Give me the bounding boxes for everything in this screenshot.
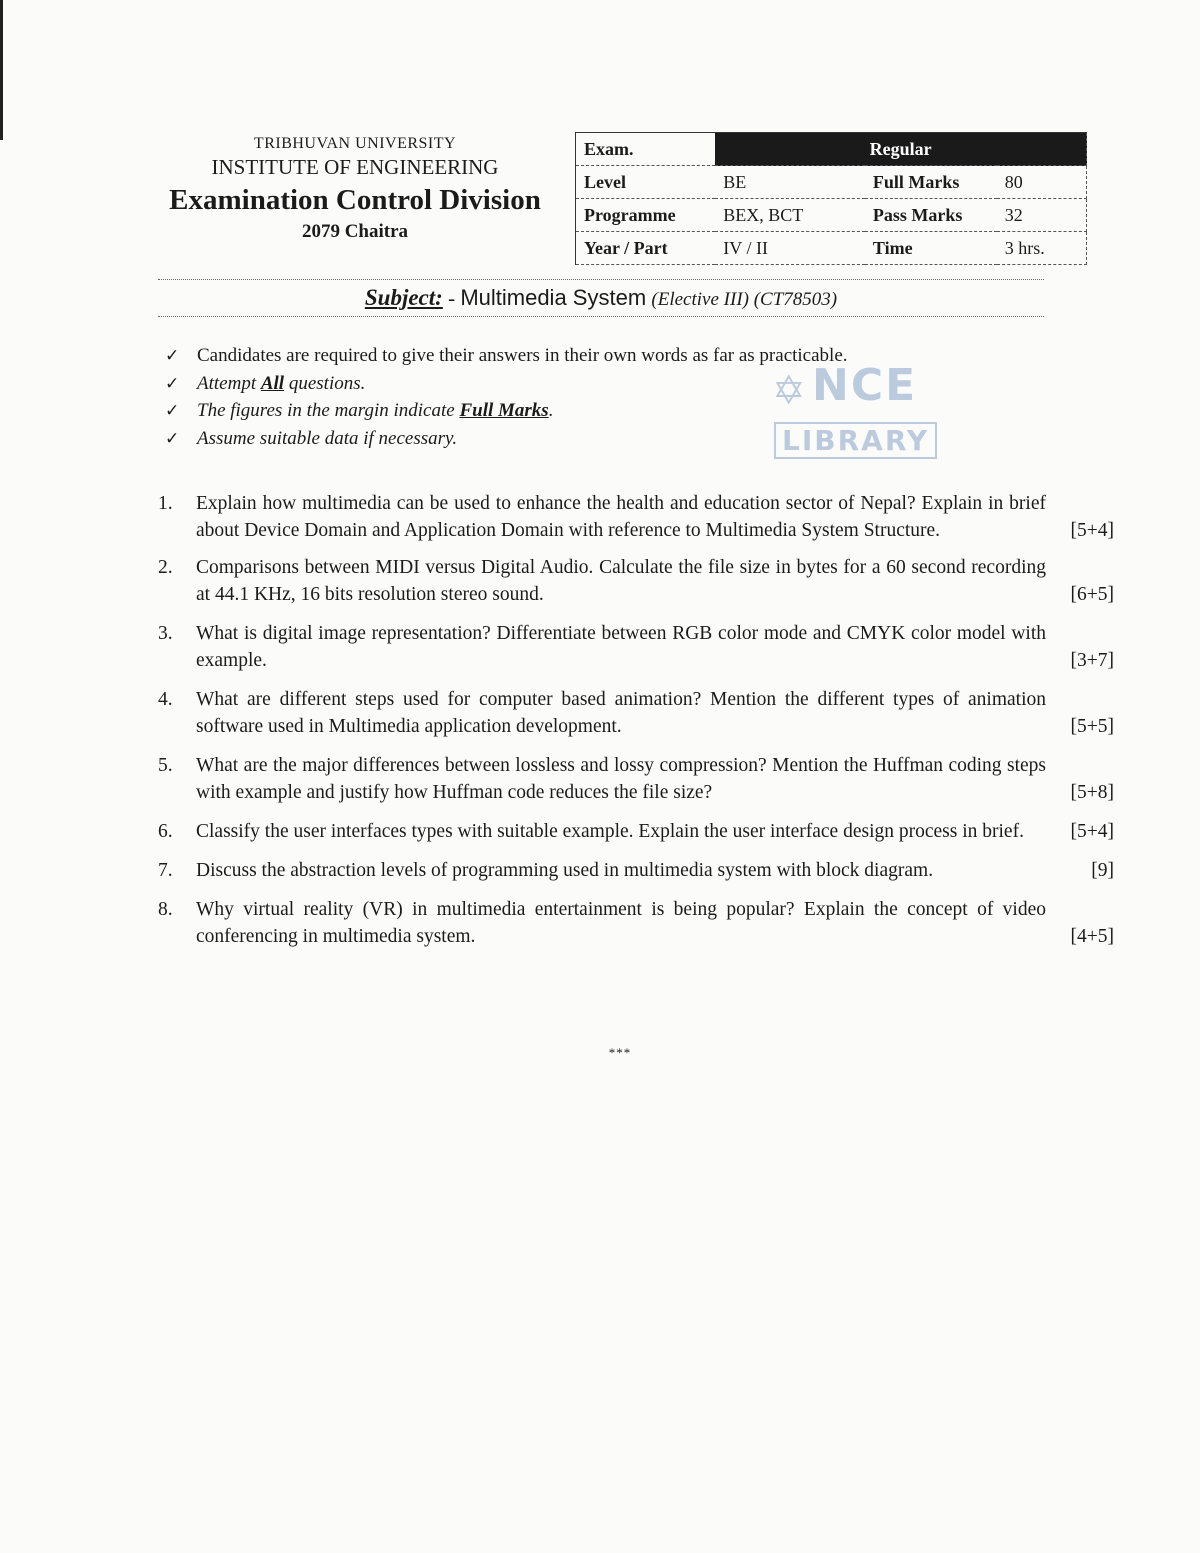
instruction-text: Attempt xyxy=(197,372,261,394)
division-name: Examination Control Division xyxy=(169,184,541,216)
question-text: Why virtual reality (VR) in multimedia entertainment is being popular? Explain the concept of video conferencing in multimedia system. xyxy=(196,899,1046,947)
question-text: What are the major differences between lossless and lossy compression? Mention the Huffman coding steps with example and justify how Huffman code reduces the file size? xyxy=(196,755,1046,803)
question-marks: [9] xyxy=(1091,860,1114,881)
end-marker: *** xyxy=(608,1045,632,1060)
level-row xyxy=(576,166,1087,199)
year-part-label: Year / Part xyxy=(576,232,716,265)
year-part-value: IV / II xyxy=(715,232,865,265)
question-marks: [4+5] xyxy=(1070,926,1114,947)
instruction-text: The figures in the margin indicate xyxy=(197,400,460,421)
library-stamp xyxy=(772,360,942,460)
instruction-emphasis: Full Marks xyxy=(459,400,549,421)
subject-code: (Elective III) (CT78503) xyxy=(651,289,838,310)
subject-line xyxy=(158,285,1044,311)
star-icon: ✡ xyxy=(772,368,806,414)
instruction-text: . xyxy=(548,400,554,421)
question-number: 6. xyxy=(158,821,173,842)
question-marks: [6+5] xyxy=(1070,584,1114,605)
question-text: Explain how multimedia can be used to enhance the health and education sector of Nepal? Explain in brief about Device Domain and Application Domain with reference to Multimedia System Structure. xyxy=(196,493,1046,541)
stamp-top-text: NCE xyxy=(812,360,918,411)
scan-edge-mark xyxy=(0,0,3,140)
question-number: 8. xyxy=(158,899,173,920)
question-text: Discuss the abstraction levels of programming used in multimedia system with block diagram. xyxy=(196,860,934,881)
level-value: BE xyxy=(715,166,865,199)
programme-row xyxy=(576,199,1087,232)
check-icon: ✓ xyxy=(165,428,180,449)
question-number: 7. xyxy=(158,860,173,881)
institute-name: INSTITUTE OF ENGINEERING xyxy=(211,155,499,179)
question-number: 1. xyxy=(158,493,173,514)
level-label: Level xyxy=(576,166,716,199)
year-part-row xyxy=(576,232,1087,265)
stamp-bottom-text: LIBRARY xyxy=(774,422,937,459)
university-name: TRIBHUVAN UNIVERSITY xyxy=(253,135,457,152)
check-icon: ✓ xyxy=(165,373,180,394)
full-marks-label: Full Marks xyxy=(865,166,997,199)
exam-label: Exam. xyxy=(576,133,716,166)
question-text: Classify the user interfaces types with suitable example. Explain the user interface design process in brief. xyxy=(196,821,1024,842)
instruction-text: Assume suitable data if necessary. xyxy=(197,427,458,449)
instruction-text: Candidates are required to give their answers in their own words as far as practicable. xyxy=(197,345,848,366)
exam-type-value: Regular xyxy=(715,133,1086,166)
programme-value: BEX, BCT xyxy=(715,199,865,232)
programme-label: Programme xyxy=(576,199,716,232)
question-marks: [5+8] xyxy=(1070,782,1114,803)
pass-marks-label: Pass Marks xyxy=(865,199,997,232)
exam-row xyxy=(576,133,1087,166)
instruction-emphasis: All xyxy=(260,372,285,394)
question-item xyxy=(158,686,1114,740)
divider-top xyxy=(158,279,1044,280)
question-marks: [5+5] xyxy=(1070,716,1114,737)
question-marks: [5+4] xyxy=(1070,520,1114,541)
question-text: Comparisons between MIDI versus Digital Audio. Calculate the file size in bytes for a 60 second recording at 44.1 KHz, 16 bits resolution stereo sound. xyxy=(196,557,1046,605)
subject-label: Subject: xyxy=(364,285,443,310)
question-item xyxy=(158,857,1114,884)
question-item xyxy=(158,554,1114,608)
question-marks: [3+7] xyxy=(1070,650,1114,671)
question-text: What are different steps used for computer based animation? Mention the different types of animation software used in Multimedia application development. xyxy=(196,689,1046,737)
exam-session: 2079 Chaitra xyxy=(301,221,409,242)
instruction-text: questions. xyxy=(284,372,366,394)
check-icon: ✓ xyxy=(165,401,180,421)
time-value: 3 hrs. xyxy=(997,232,1087,265)
question-item xyxy=(158,620,1114,674)
question-list xyxy=(158,490,1114,950)
question-number: 5. xyxy=(158,755,173,776)
question-item xyxy=(158,490,1114,544)
question-number: 4. xyxy=(158,689,173,710)
question-item xyxy=(158,752,1114,806)
question-item xyxy=(158,818,1114,845)
question-number: 3. xyxy=(158,623,173,644)
question-number: 2. xyxy=(158,557,173,578)
check-icon: ✓ xyxy=(165,346,180,366)
question-item xyxy=(158,896,1114,950)
question-marks: [5+4] xyxy=(1070,821,1114,842)
exam-header xyxy=(150,135,560,243)
time-label: Time xyxy=(865,232,997,265)
subject-name: Multimedia System xyxy=(460,285,647,310)
subject-dash: - xyxy=(442,286,461,310)
divider-bottom xyxy=(158,316,1044,317)
pass-marks-value: 32 xyxy=(997,199,1087,232)
exam-info-table xyxy=(575,132,1087,265)
full-marks-value: 80 xyxy=(997,166,1087,199)
question-text: What is digital image representation? Differentiate between RGB color mode and CMYK color model with example. xyxy=(196,623,1046,671)
